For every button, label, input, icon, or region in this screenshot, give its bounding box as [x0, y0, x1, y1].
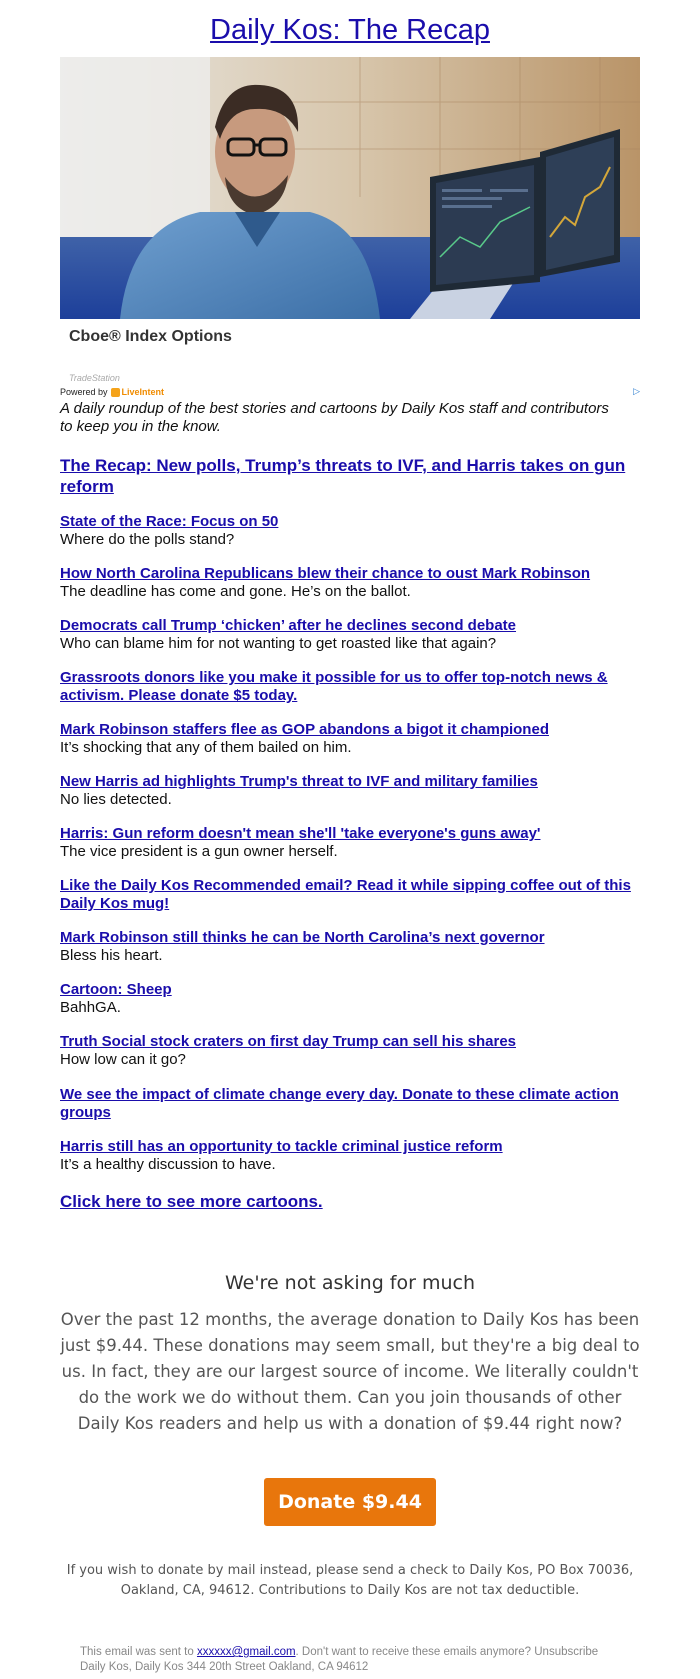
story-link[interactable]: Mark Robinson still thinks he can be North Carolina’s next governor [60, 929, 545, 946]
story-link[interactable]: New Harris ad highlights Trump's threat to IVF and military families [60, 773, 538, 790]
recap-headline[interactable] [60, 455, 640, 497]
liveintent-label: LiveIntent [121, 387, 165, 397]
liveintent-icon [111, 388, 120, 397]
story-link[interactable]: State of the Race: Focus on 50 [60, 513, 279, 530]
story-link[interactable]: Harris: Gun reform doesn't mean she'll 'take everyone's guns away' [60, 825, 541, 842]
story-item [60, 877, 640, 913]
story-item [60, 773, 640, 809]
footer [80, 1645, 640, 1675]
powered-by[interactable] [60, 387, 164, 397]
story-link[interactable]: How North Carolina Republicans blew their chance to oust Mark Robinson [60, 565, 591, 582]
story-item [60, 669, 640, 705]
newsletter-intro: A daily roundup of the best stories and cartoons by Daily Kos staff and contributors to keep you in the know. [60, 400, 609, 435]
story-item [60, 617, 640, 653]
ad-hero-image[interactable] [60, 57, 640, 319]
climate-promo-link[interactable]: We see the impact of climate change every day. Donate to these climate action groups [60, 1086, 619, 1121]
story-teaser: The deadline has come and gone. He’s on the ballot. [60, 583, 411, 600]
more-cartoons-link[interactable]: Click here to see more cartoons. [60, 1192, 323, 1211]
ad-source: TradeStation [69, 373, 120, 383]
story-item [60, 1033, 640, 1069]
story-link[interactable]: Truth Social stock craters on first day Trump can sell his shares [60, 1033, 516, 1050]
story-teaser: It’s shocking that any of them bailed on him. [60, 739, 352, 756]
story-item [60, 1138, 640, 1174]
recap-title-link[interactable]: Daily Kos: The Recap [210, 14, 490, 46]
story-teaser: How low can it go? [60, 1051, 186, 1068]
story-teaser: Where do the polls stand? [60, 531, 235, 548]
ad-title[interactable]: Cboe® Index Options [69, 328, 232, 345]
story-item [60, 1086, 640, 1122]
liveintent-logo[interactable] [111, 387, 165, 397]
story-teaser: Bless his heart. [60, 947, 163, 964]
story-link[interactable]: Cartoon: Sheep [60, 981, 172, 998]
story-item [60, 565, 640, 601]
appeal-body: Over the past 12 months, the average donation to Daily Kos has been just $9.44. These donations may seem small, but they're a big deal to us. In fact, they are our largest source of income. We literally couldn't do the work we do without them. Can you join thousands of other Daily Kos readers and help us with a donation of $9.44 right now? [60, 1310, 640, 1433]
page-title[interactable] [0, 14, 700, 47]
story-item [60, 825, 640, 861]
mug-promo-link[interactable]: Like the Daily Kos Recommended email? Read it while sipping coffee out of this Daily Kos mug! [60, 877, 631, 912]
story-teaser: Who can blame him for not wanting to get roasted like that again? [60, 635, 497, 652]
story-item [60, 929, 640, 965]
story-item [60, 981, 640, 1017]
story-link[interactable]: Mark Robinson staffers flee as GOP abandons a bigot it championed [60, 721, 549, 738]
donate-promo-link[interactable]: Grassroots donors like you make it possible for us to offer top-notch news & activism. Please donate $5 today. [60, 669, 608, 704]
appeal-heading: We're not asking for much [224, 1272, 476, 1294]
donate-button[interactable]: Donate $9.44 [264, 1478, 436, 1526]
more-cartoons[interactable] [60, 1192, 323, 1212]
footer-sent-line [80, 1645, 640, 1660]
story-item [60, 513, 640, 549]
mail-donation-note: If you wish to donate by mail instead, please send a check to Daily Kos, PO Box 70036, Oakland, CA, 94612. Contributions to Daily Kos are not tax deductible. [66, 1563, 634, 1598]
footer-address: Daily Kos, Daily Kos 344 20th Street Oakland, CA 94612 [80, 1661, 369, 1673]
story-teaser: It’s a healthy discussion to have. [60, 1156, 276, 1173]
footer-sent-prefix: This email was sent to [80, 1646, 194, 1658]
powered-by-label: Powered by [60, 387, 108, 397]
story-teaser: No lies detected. [60, 791, 172, 808]
office-trader-illustration [60, 57, 640, 319]
adchoices-icon[interactable]: ▷ [633, 386, 640, 396]
story-teaser: The vice president is a gun owner herself. [60, 843, 338, 860]
story-link[interactable]: Harris still has an opportunity to tackle criminal justice reform [60, 1138, 503, 1155]
recap-headline-link[interactable]: The Recap: New polls, Trump’s threats to IVF, and Harris takes on gun reform [60, 456, 626, 496]
story-link[interactable]: Democrats call Trump ‘chicken’ after he declines second debate [60, 617, 517, 634]
footer-unsubscribe-text[interactable]: . Don't want to receive these emails anymore? Unsubscribe [295, 1646, 599, 1658]
story-item [60, 721, 640, 757]
footer-email-link[interactable]: xxxxxx@gmail.com [196, 1646, 296, 1658]
story-teaser: BahhGA. [60, 999, 121, 1016]
